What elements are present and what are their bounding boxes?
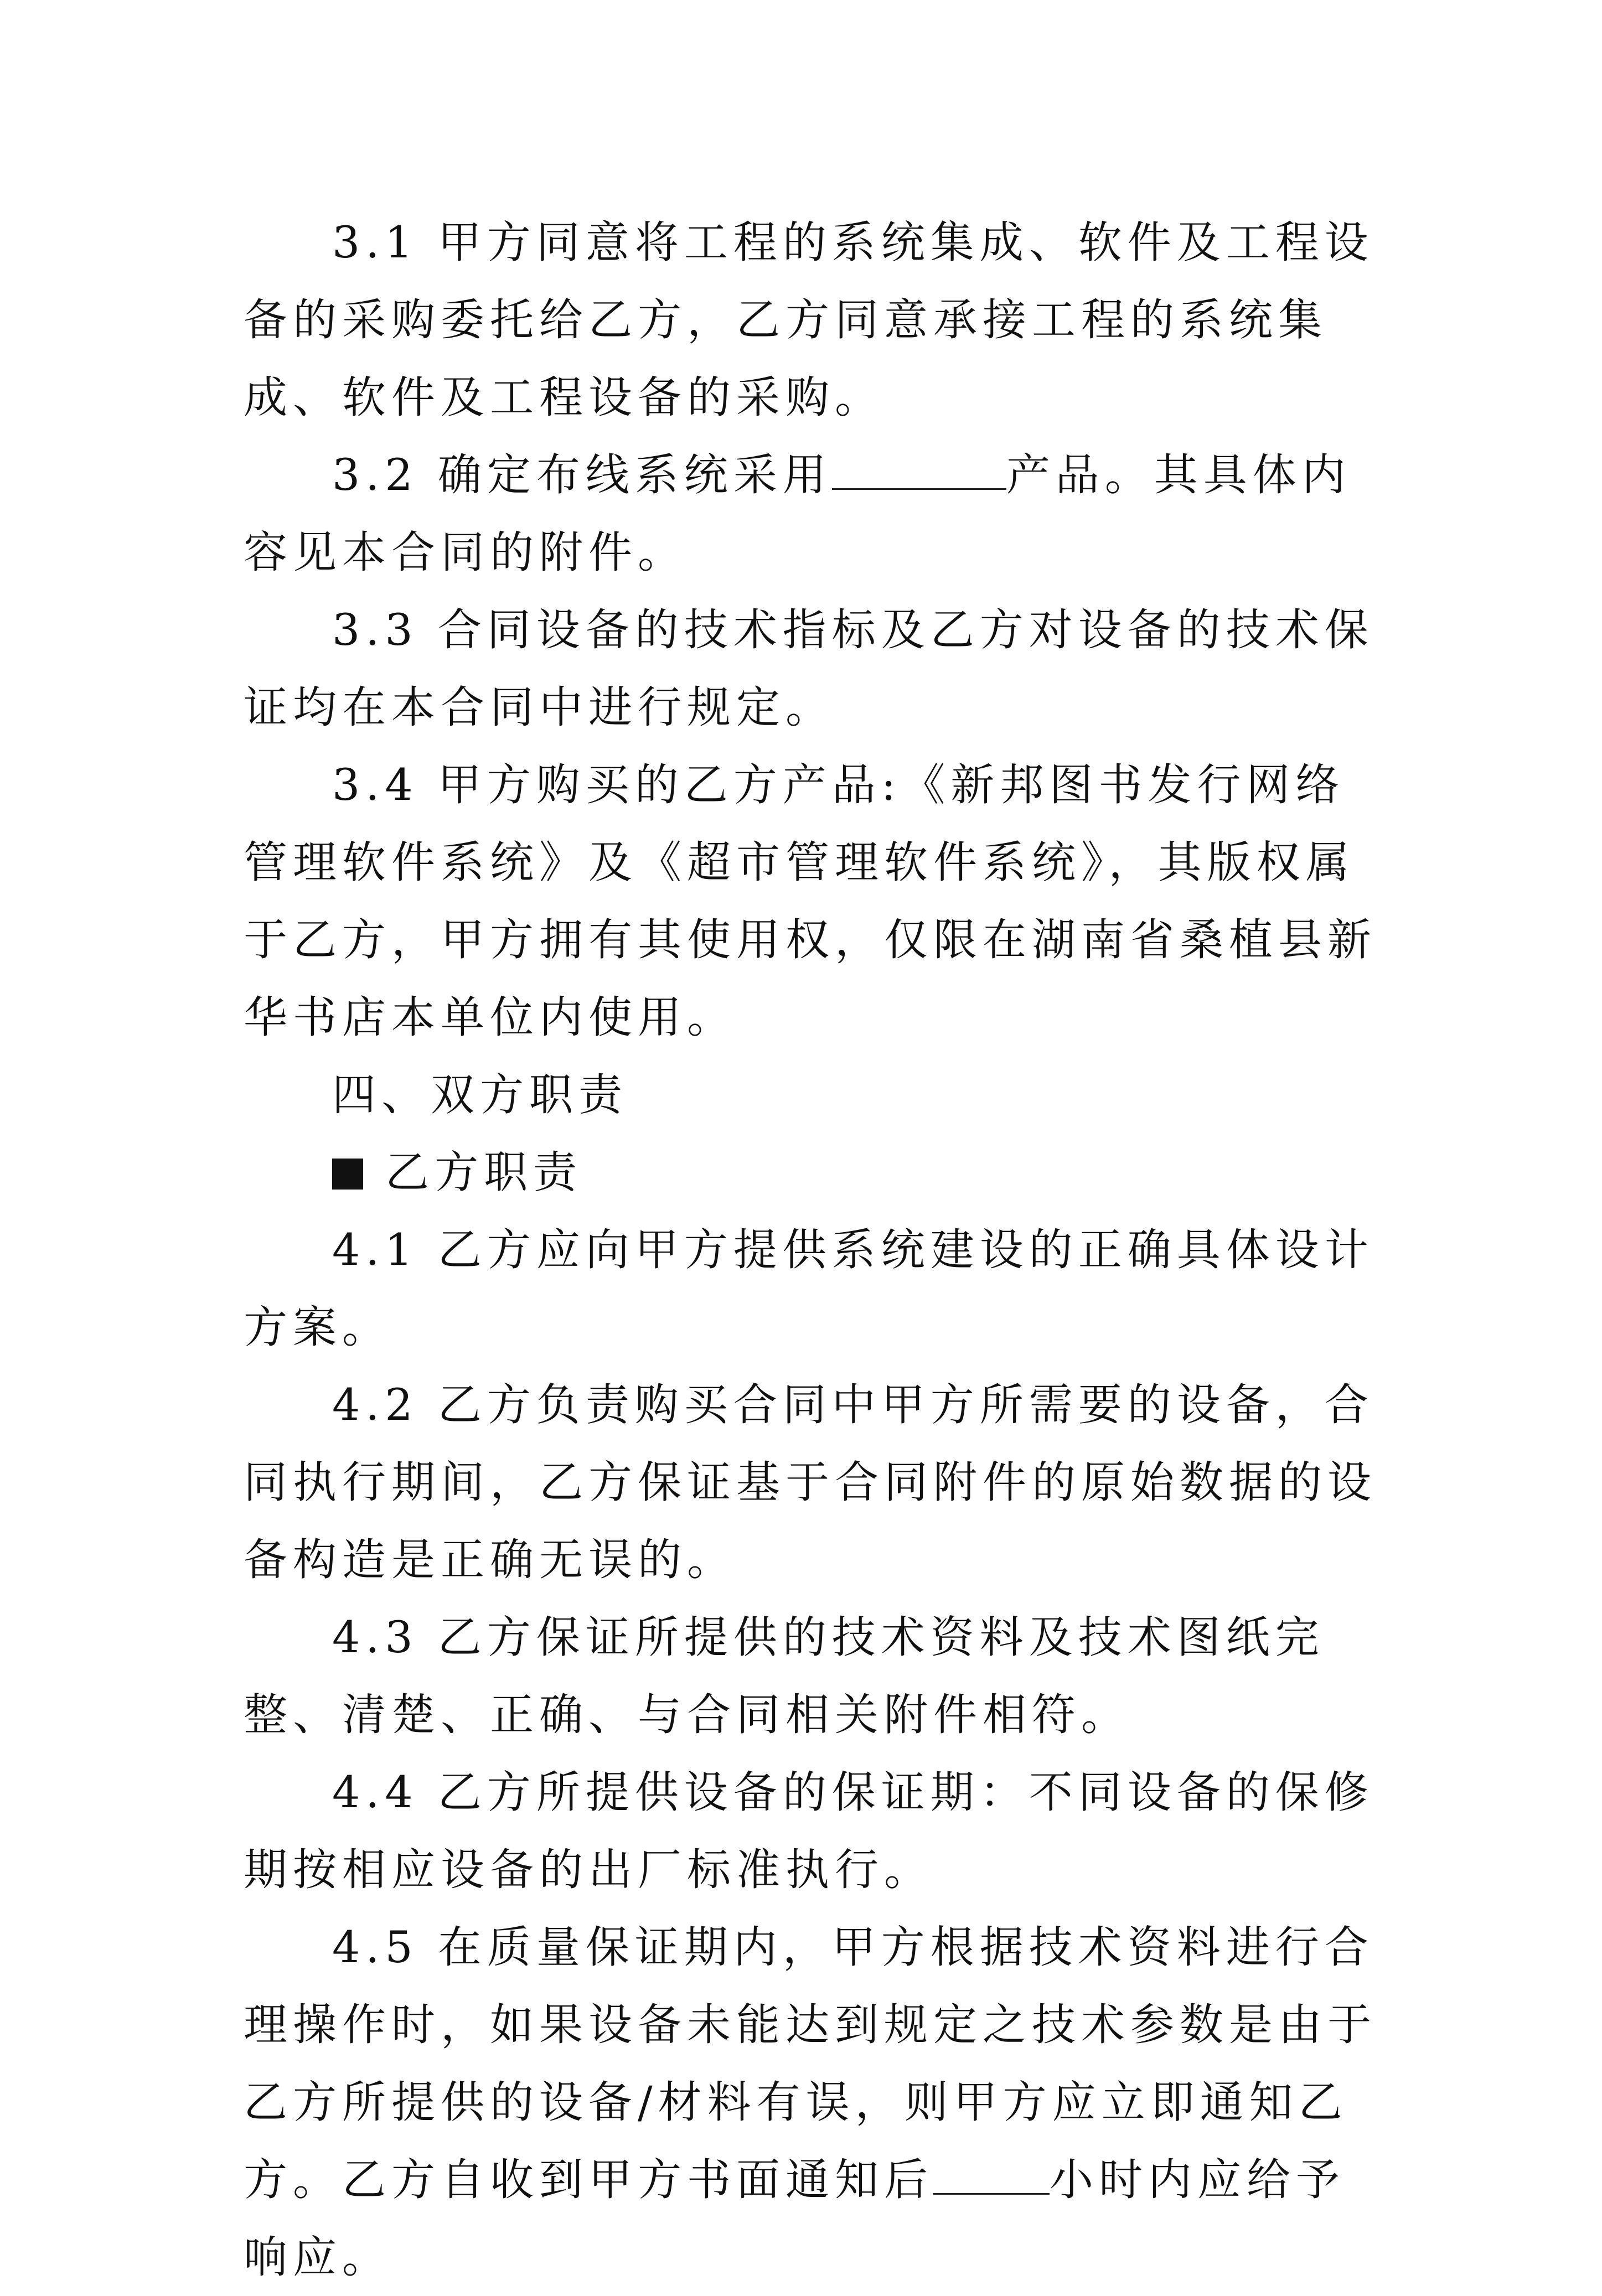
- clause-number: 4.3: [332, 1612, 418, 1663]
- clause-3-2: [244, 436, 1378, 591]
- clause-number: 4.1: [332, 1224, 418, 1275]
- clause-text: 乙方保证所提供的技术资料及技术图纸完整、清楚、正确、与合同相关附件相符。: [244, 1612, 1325, 1740]
- party-b-heading: 乙方职责: [385, 1147, 582, 1198]
- clause-number: 3.2: [332, 449, 418, 500]
- fill-in-blank: [832, 444, 1006, 490]
- clause-text: 乙方负责购买合同中甲方所需要的设备，合同执行期间，乙方保证基于合同附件的原始数据的设备构造是正确无误的。: [244, 1379, 1377, 1585]
- clause-text-after-blank: 小时内应给予响应。: [244, 2154, 1345, 2283]
- clause-text: 乙方应向甲方提供系统建设的正确具体设计方案。: [244, 1224, 1374, 1353]
- clause-3-3: [244, 591, 1378, 746]
- clause-4-1: [244, 1211, 1378, 1366]
- clause-number: 4.4: [332, 1767, 418, 1818]
- clause-number: 3.4: [332, 759, 418, 810]
- party-b-heading-line: [244, 1134, 1378, 1211]
- document-body: [244, 204, 1378, 2296]
- clause-number: 3.1: [332, 217, 418, 268]
- clause-text-before-blank: 确定布线系统采用: [437, 449, 832, 500]
- clause-text: 甲方同意将工程的系统集成、软件及工程设备的采购委托给乙方，乙方同意承接工程的系统集成、软件及工程设备的采购。: [244, 217, 1374, 423]
- clause-text: 甲方购买的乙方产品:《新邦图书发行网络管理软件系统》及《超市管理软件系统》，其版权属于乙方，甲方拥有其使用权，仅限在湖南省桑植县新华书店本单位内使用。: [244, 759, 1377, 1043]
- clause-4-5: [244, 1909, 1378, 2296]
- clause-number: 3.3: [332, 604, 418, 655]
- clause-text-before-blank: 在质量保证期内，甲方根据技术资料进行合理操作时，如果设备未能达到规定之技术参数是由于乙方所提供的设备/材料有误，则甲方应立即通知乙方。乙方自收到甲方书面通知后: [244, 1922, 1377, 2205]
- clause-number: 4.5: [332, 1922, 418, 1973]
- clause-text: 合同设备的技术指标及乙方对设备的技术保证均在本合同中进行规定。: [244, 604, 1374, 733]
- black-square-icon: [332, 1159, 363, 1190]
- clause-text-after-blank: 产品。其具体内容见本合同的附件。: [244, 449, 1351, 578]
- clause-text: 乙方所提供设备的保证期：不同设备的保修期按相应设备的出厂标准执行。: [244, 1767, 1374, 1895]
- clause-3-1: [244, 204, 1378, 436]
- clause-number: 4.2: [332, 1379, 418, 1430]
- fill-in-blank: [933, 2149, 1050, 2195]
- clause-4-2: [244, 1366, 1378, 1599]
- clause-4-4: [244, 1754, 1378, 1909]
- clause-3-4: [244, 746, 1378, 1056]
- section-4-title: 四、双方职责: [332, 1069, 628, 1120]
- clause-4-3: [244, 1599, 1378, 1754]
